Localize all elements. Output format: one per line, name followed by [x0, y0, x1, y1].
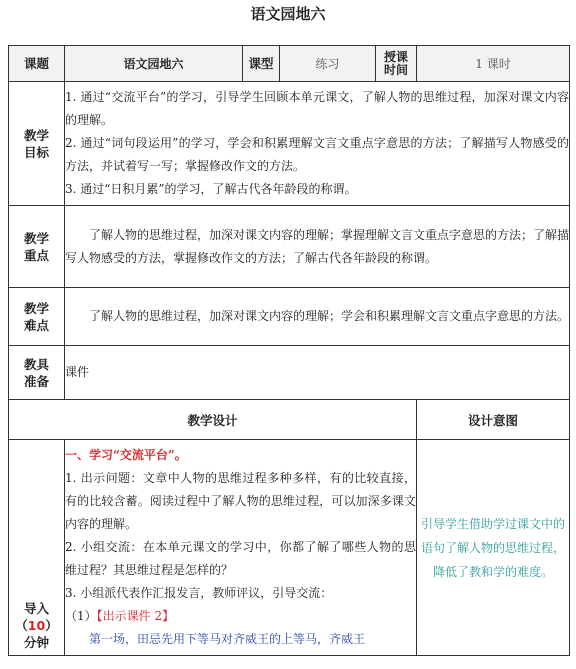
hours-value: 1 课时	[417, 46, 570, 82]
hours-label	[376, 46, 417, 82]
difficulties-content	[65, 288, 570, 346]
design-content	[65, 440, 417, 656]
objective-item: 2. 通过“词句段运用”的学习，学会和积累理解文言文重点字意思的方法；了解描写人物感受的方法，并试着写一写；掌握修改作文的方法。	[65, 136, 570, 173]
header-row	[9, 46, 570, 82]
design-header-row	[9, 400, 570, 440]
difficulties-text: 了解人物的思维过程，加深对课文内容的理解；学会和积累理解文言文重点字意思的方法。	[89, 309, 570, 323]
design-paragraph: 3. 小组派代表作汇报发言，教师评议，引导交流：	[65, 586, 333, 600]
difficulties-row	[9, 288, 570, 346]
difficulties-label-line2: 难点	[23, 317, 49, 333]
materials-label-line2: 准备	[23, 373, 49, 389]
section-title: 一、学习“交流平台”。	[65, 448, 187, 462]
intent-content: 引导学生借助学过课文中的语句了解人物的思维过程，降低了教和学的难度。	[417, 440, 570, 656]
difficulties-label	[9, 288, 65, 346]
materials-row	[9, 346, 570, 400]
key-points-label-line2: 重点	[23, 247, 49, 263]
design-paragraph-courseware	[65, 605, 416, 628]
design-paragraph-story: 第一场，田忌先用下等马对齐威王的上等马，齐威王	[89, 632, 366, 646]
design-paragraph: 1. 出示问题：文章中人物的思维过程多种多样，有的比较直接，有的比较含蓄。阅读过程中了解人物的思维过程，可以加深多课文内容的理解。	[65, 471, 416, 531]
courseware-prefix: （1）	[65, 609, 97, 623]
key-points-text: 了解人物的思维过程，加深对课文内容的理解；掌握理解文言文重点字意思的方法；了解描写人物感受的方法，掌握修改作文的方法；了解古代各年龄段的称谓。	[65, 227, 570, 265]
intent-heading: 设计意图	[417, 400, 570, 440]
intro-minutes	[9, 617, 64, 634]
hours-label-line2: 时间	[383, 62, 408, 77]
design-paragraph: 2. 小组交流：在本单元课文的学习中，你都了解了哪些人物的思维过程？其思维过程是怎样的？	[65, 540, 416, 577]
objectives-row	[9, 82, 570, 206]
type-value: 练习	[280, 46, 376, 82]
objectives-label	[9, 82, 65, 206]
minutes-close: ）	[45, 618, 58, 633]
materials-label-line1: 教具	[23, 356, 49, 372]
intro-label-line1: 导入	[23, 601, 49, 616]
lesson-plan-table	[8, 45, 570, 656]
document-title: 语文园地六	[250, 5, 326, 23]
objective-item: 1. 通过“交流平台”的学习，引导学生回顾本单元课文，了解人物的思维过程，加深对课文内容的理解。	[65, 90, 570, 127]
key-points-label-line1: 教学	[23, 230, 49, 246]
objective-item: 3. 通过“日积月累”的学习，了解古代各年龄段的称谓。	[65, 182, 357, 196]
objectives-content	[65, 82, 570, 206]
hours-label-line1: 授课	[383, 49, 408, 64]
intro-row	[9, 440, 570, 656]
materials-content	[65, 346, 570, 400]
difficulties-label-line1: 教学	[23, 300, 49, 316]
topic-value: 语文园地六	[65, 46, 243, 82]
materials-label	[9, 346, 65, 400]
key-points-label	[9, 206, 65, 288]
design-heading: 教学设计	[9, 400, 417, 440]
key-points-row	[9, 206, 570, 288]
materials-text: 课件	[65, 365, 90, 379]
courseware-tag: 【出示课件 2】	[96, 609, 175, 623]
minutes-value: 10	[27, 618, 46, 633]
objectives-label-line1: 教学	[23, 127, 49, 143]
intro-label	[9, 440, 65, 656]
intro-label-line3: 分钟	[23, 635, 49, 650]
objectives-label-line2: 目标	[23, 144, 49, 160]
minutes-open: （	[15, 618, 28, 633]
topic-label: 课题	[9, 46, 65, 82]
type-label: 课型	[243, 46, 280, 82]
key-points-content	[65, 206, 570, 288]
